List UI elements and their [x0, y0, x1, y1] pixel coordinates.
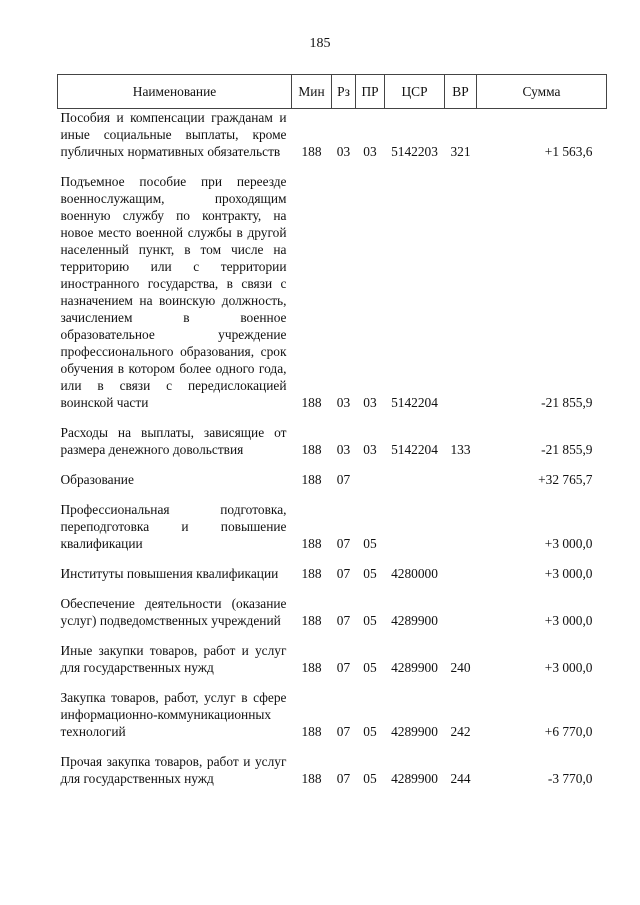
- budget-table: [57, 74, 607, 787]
- row-sum: +6 770,0: [544, 724, 593, 739]
- page-number: 185: [309, 36, 331, 51]
- row-csr: [385, 471, 445, 488]
- row-csr: 5142203: [391, 144, 438, 159]
- row-pr: 03: [363, 395, 377, 410]
- row-name: Профессиональная подготовка, переподготовка и повышение квалификации: [60, 502, 287, 551]
- row-vr: [445, 565, 477, 582]
- row-min: 188: [301, 472, 322, 487]
- row-rz: 07: [336, 536, 351, 551]
- row-sum: +3 000,0: [544, 536, 593, 551]
- header-sum: Сумма: [477, 75, 607, 109]
- row-rz: 03: [336, 442, 351, 457]
- row-rz: 07: [336, 613, 351, 628]
- row-sum: -21 855,9: [541, 395, 593, 410]
- row-vr: 244: [450, 771, 471, 786]
- table-row: [58, 173, 607, 411]
- row-min: 188: [301, 771, 322, 786]
- row-name: Иные закупки товаров, работ и услуг для государственных нужд: [60, 643, 287, 675]
- row-rz: 07: [336, 472, 351, 487]
- table-row: [58, 642, 607, 676]
- row-sum: +3 000,0: [544, 660, 593, 675]
- table-header-row: [58, 75, 607, 109]
- row-name: Обеспечение деятельности (оказание услуг) подведомственных учреждений: [60, 596, 287, 628]
- row-csr: 5142204: [391, 395, 438, 410]
- row-vr: [445, 501, 477, 552]
- row-min: 188: [301, 724, 322, 739]
- table-row: [58, 501, 607, 552]
- row-min: 188: [301, 660, 322, 675]
- row-sum: +3 000,0: [544, 566, 593, 581]
- row-sum: +32 765,7: [538, 472, 593, 487]
- header-name: Наименование: [58, 75, 292, 109]
- row-vr: 321: [450, 144, 471, 159]
- row-pr: 05: [363, 536, 377, 551]
- row-pr: 05: [363, 566, 377, 581]
- row-rz: 03: [336, 395, 351, 410]
- row-sum: -21 855,9: [541, 442, 593, 457]
- row-min: 188: [301, 442, 322, 457]
- header-rz: Рз: [332, 75, 356, 109]
- row-name: Образование: [60, 472, 134, 487]
- row-rz: 07: [336, 660, 351, 675]
- row-name: Закупка товаров, работ, услуг в сфере информационно-коммуникационных технологий: [60, 690, 287, 739]
- table-row: [58, 595, 607, 629]
- row-pr: 05: [363, 724, 377, 739]
- row-name: Пособия и компенсации гражданам и иные социальные выплаты, кроме публичных нормативных обязательств: [60, 110, 287, 159]
- table-row: [58, 109, 607, 160]
- row-csr: [385, 501, 445, 552]
- row-csr: 4289900: [391, 771, 438, 786]
- row-csr: 5142204: [391, 442, 438, 457]
- row-rz: 07: [336, 724, 351, 739]
- row-name: Прочая закупка товаров, работ и услуг для государственных нужд: [60, 754, 287, 786]
- row-vr: [445, 173, 477, 411]
- row-pr: [356, 471, 385, 488]
- row-vr: 133: [450, 442, 471, 457]
- row-name: Подъемное пособие при переезде военнослужащим, проходящим военную службу по контракту, на новое место военной службы в другой населенный пункт, в том числе на территорию или с территории иностранного государства, в связи с назначением на воинскую должность, зачислением в военное образовательное учреждение профессионального образования, срок обучения в котором более одного года, или в связи с передислокацией воинской части: [60, 174, 287, 410]
- row-csr: 4289900: [391, 660, 438, 675]
- row-vr: 240: [450, 660, 471, 675]
- row-csr: 4289900: [391, 724, 438, 739]
- row-min: 188: [301, 536, 322, 551]
- row-sum: +1 563,6: [544, 144, 593, 159]
- row-vr: [445, 595, 477, 629]
- row-rz: 07: [336, 771, 351, 786]
- row-pr: 03: [363, 144, 377, 159]
- row-pr: 05: [363, 613, 377, 628]
- header-vr: ВР: [445, 75, 477, 109]
- row-min: 188: [301, 566, 322, 581]
- table-row: [58, 471, 607, 488]
- row-min: 188: [301, 613, 322, 628]
- header-pr: ПР: [356, 75, 385, 109]
- table-row: [58, 424, 607, 458]
- row-min: 188: [301, 395, 322, 410]
- header-min: Мин: [292, 75, 332, 109]
- row-name: Институты повышения квалификации: [60, 566, 279, 581]
- row-sum: +3 000,0: [544, 613, 593, 628]
- header-csr: ЦСР: [385, 75, 445, 109]
- table-row: [58, 753, 607, 787]
- row-sum: -3 770,0: [547, 771, 593, 786]
- row-pr: 05: [363, 660, 377, 675]
- row-csr: 4280000: [391, 566, 438, 581]
- row-csr: 4289900: [391, 613, 438, 628]
- row-pr: 03: [363, 442, 377, 457]
- row-pr: 05: [363, 771, 377, 786]
- row-rz: 07: [336, 566, 351, 581]
- row-rz: 03: [336, 144, 351, 159]
- row-min: 188: [301, 144, 322, 159]
- table-row: [58, 689, 607, 740]
- row-name: Расходы на выплаты, зависящие от размера денежного довольствия: [60, 425, 287, 457]
- table-row: [58, 565, 607, 582]
- row-vr: [445, 471, 477, 488]
- row-vr: 242: [450, 724, 471, 739]
